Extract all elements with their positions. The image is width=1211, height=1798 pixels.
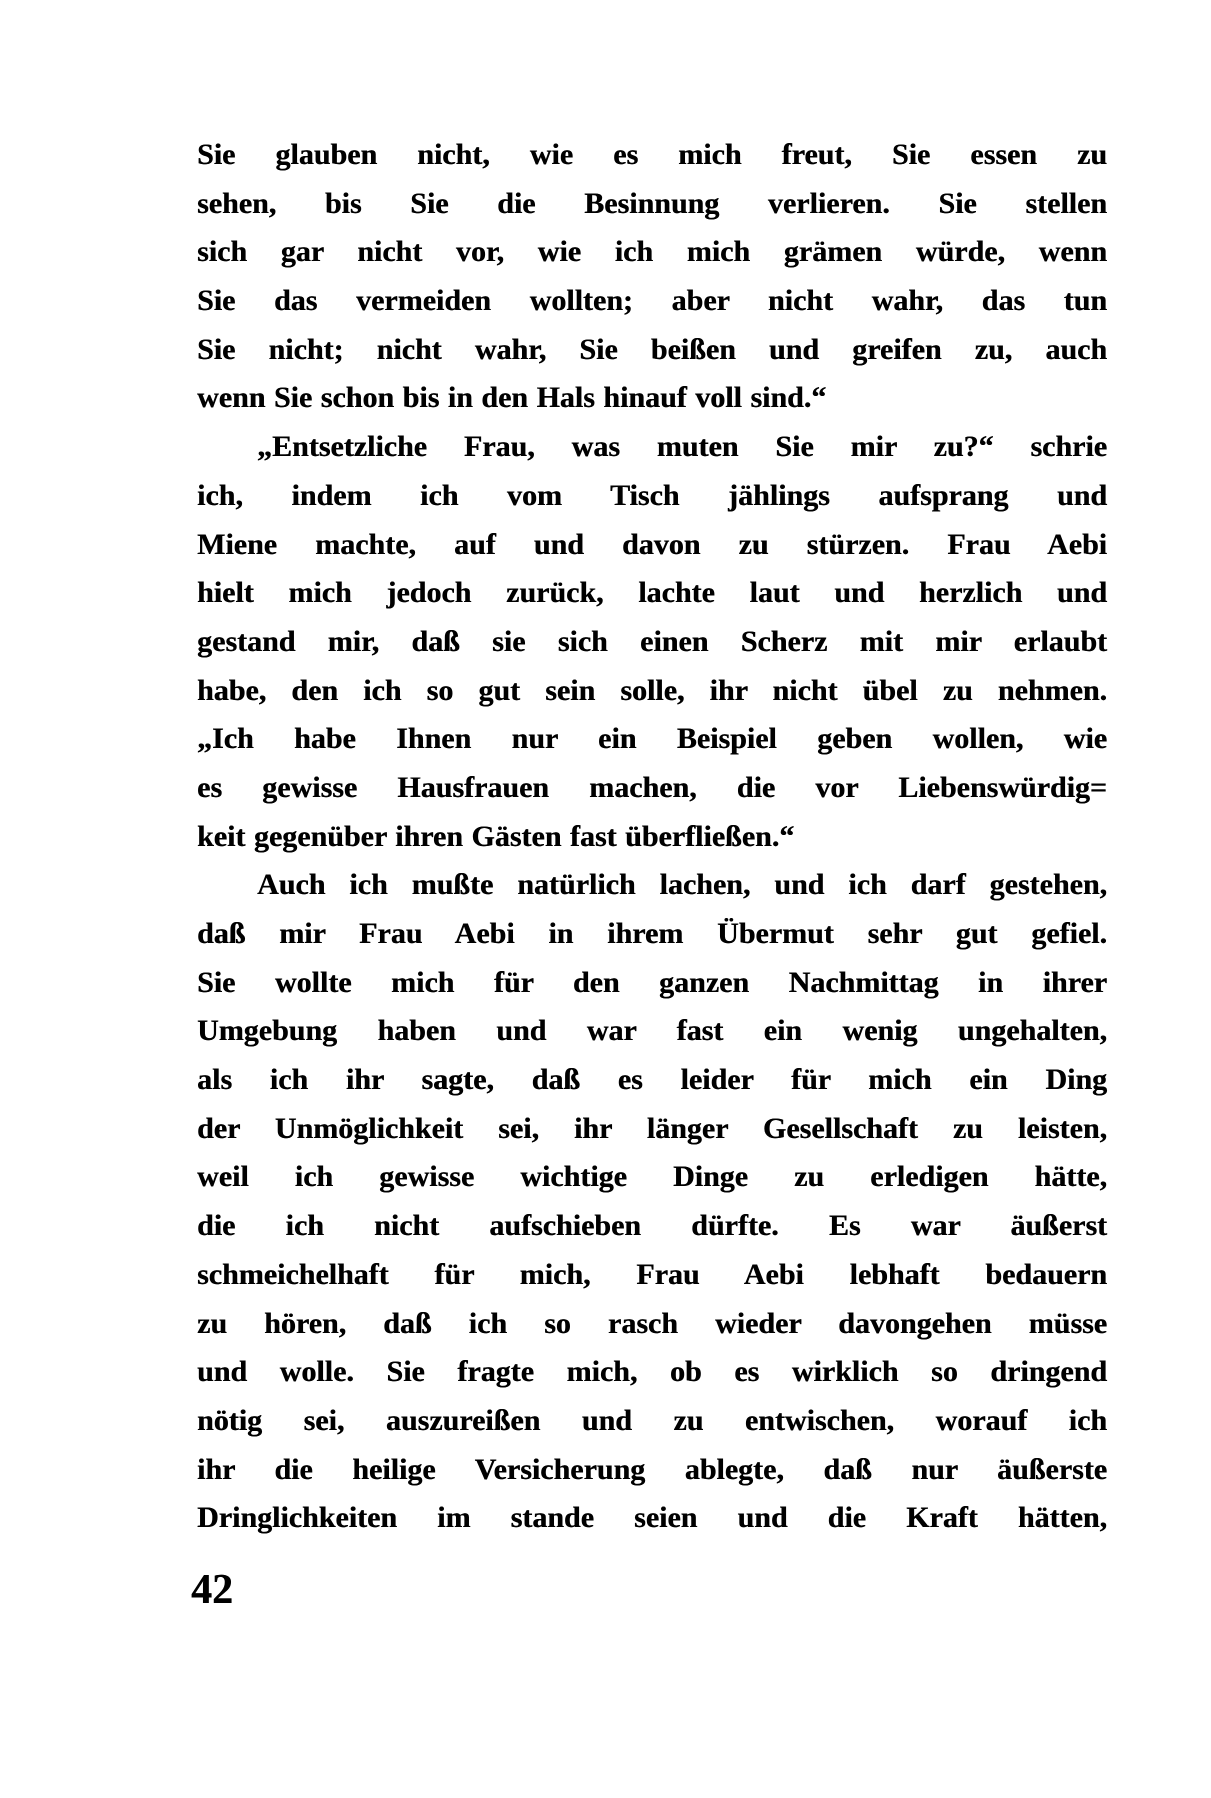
text-line: sehen, bis Sie die Besinnung verlieren. Sie stellen <box>197 186 1107 220</box>
text-line: der Unmöglichkeit sei, ihr länger Gesellschaft zu leisten, <box>197 1111 1107 1145</box>
text-line: Sie wollte mich für den ganzen Nachmittag in ihrer <box>197 965 1107 999</box>
text-line: Umgebung haben und war fast ein wenig ungehalten, <box>197 1014 1107 1048</box>
text-line: Auch ich mußte natürlich lachen, und ich darf gestehen, <box>257 868 1107 902</box>
text-line: habe, den ich so gut sein solle, ihr nicht übel zu nehmen. <box>197 673 1107 707</box>
text-line: ich, indem ich vom Tisch jählings aufsprang und <box>197 478 1107 512</box>
text-line: weil ich gewisse wichtige Dinge zu erledigen hätte, <box>197 1160 1107 1194</box>
text-line: Sie glauben nicht, wie es mich freut, Sie essen zu <box>197 138 1107 171</box>
text-line: zu hören, daß ich so rasch wieder davongehen müsse <box>197 1306 1107 1340</box>
text-line: „Ich habe Ihnen nur ein Beispiel geben wollen, wie <box>197 722 1107 756</box>
body-text-block <box>197 131 1107 1543</box>
text-line: wenn Sie schon bis in den Hals hinauf voll sind.“ <box>197 381 827 415</box>
text-line: Sie nicht; nicht wahr, Sie beißen und greifen zu, auch <box>197 332 1107 366</box>
text-line: hielt mich jedoch zurück, lachte laut und herzlich und <box>197 576 1107 610</box>
text-line: die ich nicht aufschieben dürfte. Es war äußerst <box>197 1209 1107 1243</box>
text-line: keit gegenüber ihren Gästen fast überfließen.“ <box>197 819 795 853</box>
page-number: 42 <box>191 1567 233 1613</box>
text-line: es gewisse Hausfrauen machen, die vor Liebenswürdig= <box>197 770 1107 804</box>
text-line: daß mir Frau Aebi in ihrem Übermut sehr gut gefiel. <box>197 917 1107 950</box>
text-line: Miene machte, auf und davon zu stürzen. Frau Aebi <box>197 527 1107 561</box>
text-line: als ich ihr sagte, daß es leider für mich ein Ding <box>197 1063 1107 1097</box>
text-line: sich gar nicht vor, wie ich mich grämen würde, wenn <box>197 235 1107 269</box>
text-line: ihr die heilige Versicherung ablegte, daß nur äußerste <box>197 1452 1107 1486</box>
text-line: und wolle. Sie fragte mich, ob es wirklich so dringend <box>197 1355 1107 1389</box>
text-line: „Entsetzliche Frau, was muten Sie mir zu?“ schrie <box>257 430 1107 464</box>
text-line: nötig sei, auszureißen und zu entwischen, worauf ich <box>197 1403 1107 1437</box>
text-line: schmeichelhaft für mich, Frau Aebi lebhaft bedauern <box>197 1257 1107 1291</box>
text-line: Dringlichkeiten im stande seien und die Kraft hätten, <box>197 1501 1107 1535</box>
text-line: Sie das vermeiden wollten; aber nicht wahr, das tun <box>197 284 1107 318</box>
text-line: gestand mir, daß sie sich einen Scherz mit mir erlaubt <box>197 624 1107 658</box>
